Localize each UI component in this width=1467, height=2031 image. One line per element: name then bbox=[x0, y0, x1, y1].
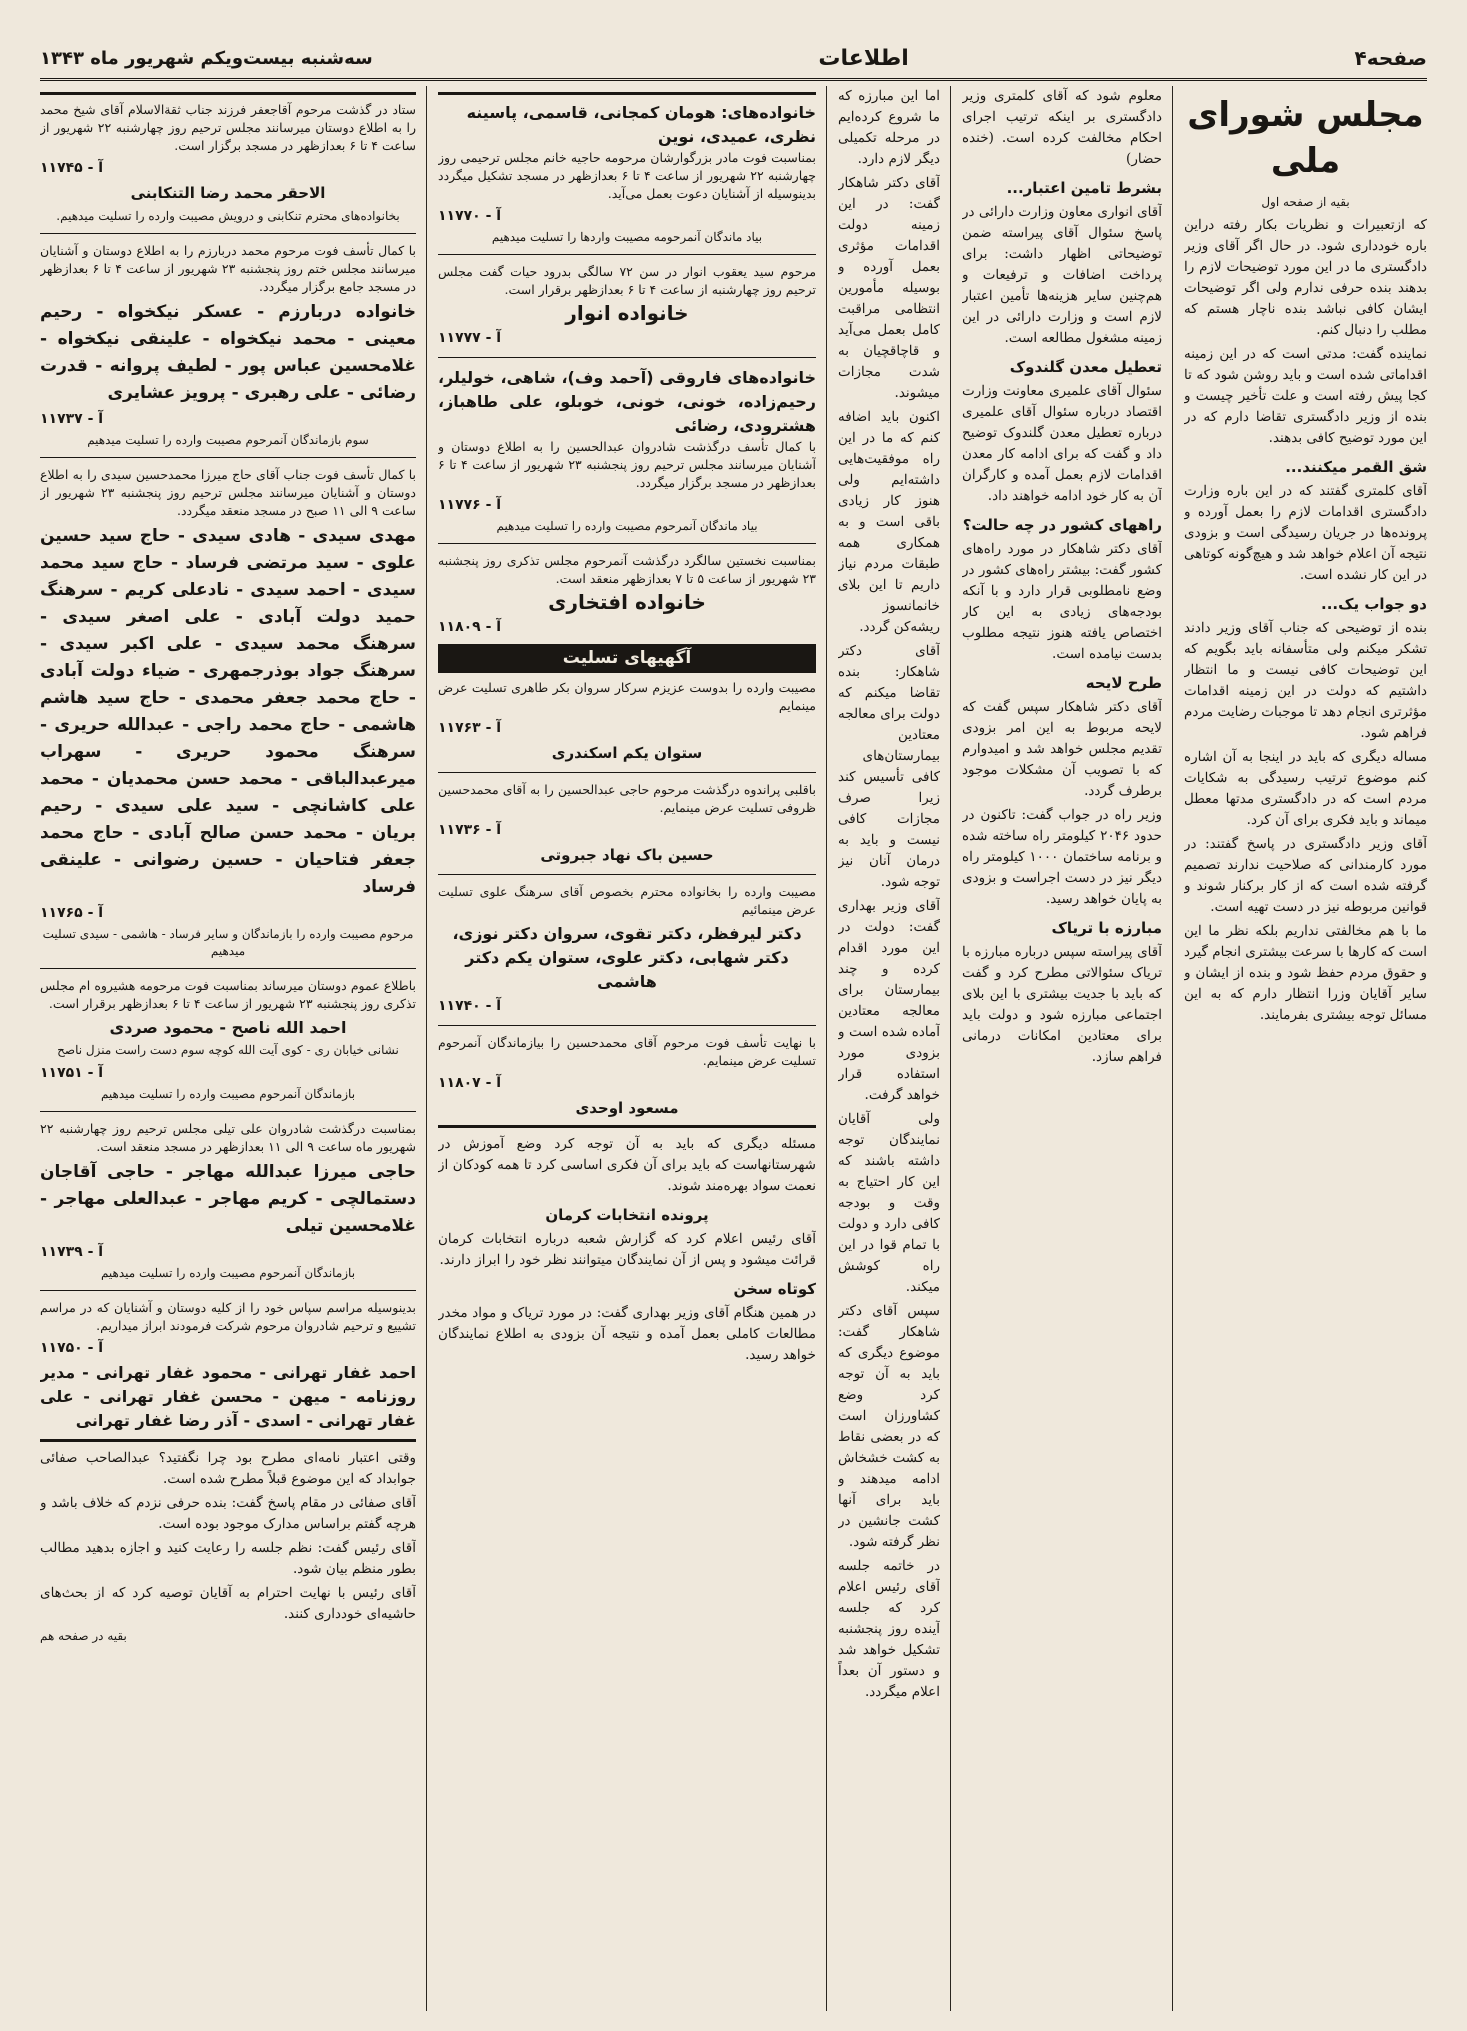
column-report-2 bbox=[962, 86, 1162, 2011]
announcement-names: حاجی میرزا عبدالله مهاجر - حاجی آقاجان دستمالچی - کریم مهاجر - عبدالعلی مهاجر - غلامحسین تیلی bbox=[40, 1162, 416, 1236]
ad-code: آ - ۱۱۸۰۷ bbox=[438, 1075, 502, 1091]
ad-code: آ - ۱۱۷۳۷ bbox=[40, 411, 104, 427]
announcement-text: بمناسبت نخستین سالگرد درگذشت آنمرحوم مجلس تذکری روز پنجشنبه ۲۳ شهریور از ساعت ۵ تا ۷ بعدازظهر منعقد است. bbox=[438, 553, 816, 586]
ad-code: آ - ۱۱۷۴۵ bbox=[40, 160, 104, 176]
condolence-signature: ستوان یکم اسکندری bbox=[551, 744, 703, 762]
column-divider bbox=[826, 86, 827, 2011]
ad-code: آ - ۱۱۷۶۵ bbox=[40, 905, 104, 921]
column-report-3 bbox=[838, 86, 940, 2011]
paragraph: مسئله دیگری که باید به آن توجه کرد وضع آموزش در شهرستانهاست که باید برای آن فکری اساسی کرد تا همه کودکان از نعمت سواد بهره‌مند شوند. bbox=[438, 1136, 816, 1194]
announcement-names: خانواده دربارزم - عسکر نیکخواه - رحیم معینی - محمد نیکخواه - علینقی نیکخواه - غلامحسین عباس پور - لطیف پروانه - قدرت رضائی - علی رهبری - پرویز عشایری bbox=[40, 302, 416, 403]
paragraph: آقای دکتر شاهکار: بنده تقاضا میکنم که دولت برای معالجه معتادین بیمارستان‌های کافی تأسیس کند زیرا صرف مجازات کافی نیست و باید به درمان آنان نیز توجه شود. bbox=[838, 643, 940, 890]
condolence-ads-banner: آگهیهای تسلیت bbox=[438, 644, 816, 673]
paragraph: آقای کلمتری گفتند که در این باره وزارت دادگستری اقدامات لازم را بعمل آورده و پرونده‌ها در جریان رسیدگی است و بزودی نتیجه آن اعلام خواهد شد و هیچ‌گونه کوتاهی در این کار نشده است. bbox=[1184, 483, 1427, 583]
column-majlis-report bbox=[1184, 86, 1427, 2011]
article-title: مجلس شورای ملی bbox=[1187, 95, 1424, 181]
page-number: صفحه۴ bbox=[1354, 46, 1427, 70]
paragraph: آقای دکتر شاهکار گفت: در این زمینه دولت اقدامات مؤثری بعمل آورده و بوسیله مأمورین انتظامی مراقبت کامل بعمل می‌آید و قاچاقچیان به شدت مجازات میشوند. bbox=[838, 175, 940, 401]
subheading: شق القمر میکنند... bbox=[1285, 458, 1427, 476]
paragraph: آقای دکتر شاهکار سپس گفت که لایحه مربوط به این امر بزودی تقدیم مجلس خواهد شد و امیدوارم که با تصویب آن مشکلات موجود برطرف گردد. bbox=[962, 699, 1162, 799]
paragraph: نماینده گفت: مدتی است که در این زمینه اقداماتی شده است و باید روشن شود که تا کجا پیش رفته است و علت تأخیر چیست و بنده از وزیر دادگستری تقاضا دارم که در این مورد توضیح کافی بدهند. bbox=[1184, 346, 1427, 446]
column-announcements-b bbox=[40, 86, 416, 2011]
paragraph: وزیر راه در جواب گفت: تاکنون در حدود ۲۰۴۶ کیلومتر راه ساخته شده و برنامه ساختمان ۱۰۰۰ کیلومتر راه دیگر نیز در دست اجراست و بزودی به پایان خواهد رسید. bbox=[962, 807, 1162, 907]
column-announcements-a bbox=[438, 86, 816, 2011]
announcement-text: باطلاع عموم دوستان میرساند بمناسبت فوت مرحومه هشیروه ام مجلس تذکری روز پنجشنبه ۲۳ شهریور از ساعت ۴ تا ۶ بعدازظهر برقرار است. bbox=[40, 978, 416, 1011]
announcement-footer: بخانواده‌های محترم تنکابنی و درویش مصیبت وارده را تسلیت میدهیم. bbox=[56, 209, 400, 223]
announcement-footer: بازماندگان آنمرحوم مصیبت وارده را تسلیت میدهیم bbox=[100, 1087, 356, 1101]
paragraph: اکنون باید اضافه کنم که ما در این راه موفقیت‌هایی داشته‌ایم ولی هنوز کار زیادی باقی است و به همکاری همه طبقات مردم نیاز داریم تا این بلای خانمانسوز ریشه‌کن گردد. bbox=[838, 409, 940, 635]
announcement-text: با کمال تأسف فوت مرحوم محمد دربارزم را به اطلاع دوستان و آشنایان میرسانند مجلس ختم روز پنجشنبه ۲۳ شهریور از ساعت ۴ تا ۶ بعدازظهر در مسجد جامع برگزار میگردد. bbox=[40, 243, 416, 294]
continued-on-note: بقیه در صفحه هم bbox=[40, 1629, 127, 1643]
announcement-heading: خانواده‌های: هومان کمجانی، قاسمی، پاسینه bbox=[466, 103, 816, 122]
condolence-text: با نهایت تأسف فوت مرحوم آقای محمدحسین را بیازماندگان آنمرحوم تسلیت عرض مینمایم. bbox=[438, 1035, 816, 1068]
announcement-signature: خانواده افتخاری bbox=[548, 590, 706, 614]
column-divider bbox=[950, 86, 951, 2011]
condolence-signatories: دکتر لیرفظر، دکتر تقوی، سروان دکتر نوزی، دکتر شهابی، دکتر علوی، ستوان یکم دکتر هاشمی bbox=[452, 924, 802, 991]
announcement-text: مرحوم سید یعقوب انوار در سن ۷۲ سالگی بدرود حیات گفت مجلس ترحیم روز چهارشنبه از ساعت ۴ تا ۶ بعدازظهر برقرار است. bbox=[438, 264, 816, 297]
paragraph: وقتی اعتبار نامه‌ای مطرح بود چرا نگفتید؟ عبدالصاحب صفائی جوابداد که این موضوع قبلاً مطرح شده است. bbox=[40, 1450, 416, 1487]
announcement-address: نشانی خیابان ری - کوی آیت الله کوچه سوم دست راست منزل ناصح bbox=[57, 1043, 399, 1057]
paragraph: آقای رئیس گفت: نظم جلسه را رعایت کنید و اجازه بدهید مطالب بطور منظم بیان شود. bbox=[40, 1540, 416, 1577]
paragraph: ما با هم مخالفتی نداریم بلکه نظر ما این است که کارها با سرعت بیشتری انجام گیرد و حقوق مردم حفظ شود و بنده از ایشان و سایر آقایان وزرا انتظار دارم که به این مسائل توجه بیشتری بفرمایند. bbox=[1184, 923, 1427, 1023]
paragraph: در خاتمه جلسه آقای رئیس اعلام کرد که جلسه آینده روز پنجشنبه تشکیل خواهد شد و دستور آن بعداً اعلام میگردد. bbox=[838, 1558, 940, 1700]
issue-date: سه‌شنبه بیست‌ویکم شهریور ماه ۱۳۴۳ bbox=[40, 47, 373, 69]
announcement-signature: الاحقر محمد رضا التنکابنی bbox=[130, 184, 326, 202]
announcement-text: بمناسبت درگذشت شادروان علی تیلی مجلس ترحیم روز چهارشنبه ۲۲ شهریور ماه ساعت ۹ الی ۱۱ بعدازظهر در مسجد منعقد است. bbox=[40, 1121, 416, 1154]
paragraph: سپس آقای دکتر شاهکار گفت: موضوع دیگری که باید به آن توجه کرد وضع کشاورزان است که در بعضی نقاط به کشت خشخاش ادامه میدهند و باید برای آنها کشت جانشین در نظر گرفته شود. bbox=[838, 1303, 940, 1550]
paragraph: در همین هنگام آقای وزیر بهداری گفت: در مورد تریاک و مواد مخدر مطالعات کاملی بعمل آمده و نتیجه آن بزودی به اطلاع نمایندگان خواهد رسید. bbox=[438, 1305, 816, 1363]
announcement-names: مهدی سیدی - هادی سیدی - حاج سید حسین علوی - سید مرتضی فرساد - حاج سید محمد سیدی - احمد سیدی - نادعلی کریم - سرهنگ حمید دولت آبادی - علی اصغر سیدی - سرهنگ محمد سیدی - علی اکبر سیدی - سرهنگ جواد بوذرجمهری - ضیاء دولت آبادی - حاج محمد جعفر محمدی - حاج سید هاشم هاشمی - حاج محمد راجی - عبدالله حریری - سرهنگ محمود حریری - سهراب میرعبدالباقی - محمد حسن محمدیان - محمد علی کاشانچی - سید علی سیدی - رحیم بریان - محمد حسن صالح آبادی - حاج محمد جعفر فتاحیان - حسین رضوانی - علینقی فرساد bbox=[40, 526, 416, 897]
subheading: تعطیل معدن گلندوک bbox=[1009, 358, 1162, 376]
announcement-text: با کمال تأسف فوت جناب آقای حاج میرزا محمدحسین سیدی را به اطلاع دوستان و آشنایان میرسانند مجلس ترحیم روز پنجشنبه ۲۳ شهریور از ساعت ۹ الی ۱۱ صبح در مسجد منعقد میگردد. bbox=[40, 467, 416, 518]
ad-code: آ - ۱۱۷۷۷ bbox=[438, 330, 502, 346]
paragraph: آقای صفائی در مقام پاسخ گفت: بنده حرفی نزدم که خلاف باشد و هرچه گفتم براساس مدارک موجود بوده است. bbox=[40, 1495, 416, 1532]
announcement-text: بدینوسیله مراسم سپاس خود را از کلیه دوستان و آشنایان که در مراسم تشییع و ترحیم شادروان مرحوم شرکت فرمودند ابراز میداریم. bbox=[40, 1300, 416, 1333]
continued-from-note: بقیه از صفحه اول bbox=[1261, 195, 1350, 209]
newspaper-name: اطلاعات bbox=[818, 45, 909, 71]
announcement-names: احمد الله ناصح - محمود صردی bbox=[109, 1018, 347, 1037]
condolence-text: باقلبی پراندوه درگذشت مرحوم حاجی عبدالحسین را به آقای محمدحسین ظروفی تسلیت عرض مینمایم. bbox=[438, 782, 816, 815]
masthead bbox=[40, 38, 1427, 81]
ad-code: آ - ۱۱۷۷۰ bbox=[438, 208, 502, 224]
condolence-signature: مسعود اوحدی bbox=[575, 1099, 679, 1117]
paragraph: اما این مبارزه که ما شروع کرده‌ایم در مرحله تکمیلی دیگر لازم دارد. bbox=[838, 88, 940, 167]
paragraph: آقای دکتر شاهکار در مورد راه‌های کشور گفت: بیشتر راه‌های کشور در وضع نامطلوبی قرار دارد و با آنکه بودجه‌های زیادی به این کار اختصاص یافته هنوز نتیجه مطلوب بدست نیامده است. bbox=[962, 541, 1162, 662]
paragraph: آقای وزیر دادگستری در پاسخ گفتند: در مورد کارمندانی که صلاحیت ندارند تصمیم گرفته شده است که از کار برکنار شوند و قوانین مربوطه نیز در دست تهیه است. bbox=[1184, 836, 1427, 915]
announcement-names: نظری، عمیدی، نوین bbox=[657, 127, 816, 146]
announcement-footer: بیاد ماندگان آنمرحومه مصیبت واردها را تسلیت میدهیم bbox=[491, 230, 763, 244]
ad-code: آ - ۱۱۸۰۹ bbox=[438, 619, 502, 635]
subheading: پرونده انتخابات کرمان bbox=[545, 1206, 709, 1224]
condolence-text: مصیبت وارده را بخانواده محترم بخصوص آقای سرهنگ علوی تسلیت عرض مینمائیم bbox=[438, 884, 816, 917]
condolence-signature: حسین باک نهاد جبروتی bbox=[540, 846, 714, 864]
paragraph: آقای انواری معاون وزارت دارائی در پاسخ سئوال آقای پیراسته ضمن توضیحاتی اظهار داشت: برای پرداخت اضافات و ترفیعات و هم‌چنین سایر هزینه‌ها تأمین اعتبار لازم است و وزارت دارائی در این زمینه مشغول مطالعه است. bbox=[962, 204, 1162, 346]
ad-code: آ - ۱۱۷۶۳ bbox=[438, 720, 502, 736]
paragraph: بنده از توضیحی که جناب آقای وزیر دادند تشکر میکنم ولی متأسفانه باید بگویم که این توضیحات کافی نیست و ما انتظار داشتیم که دولت در این زمینه اقدامات مؤثرتری انجام دهد تا موجبات رضایت مردم فراهم شود. bbox=[1184, 620, 1427, 741]
paragraph: معلوم شود که آقای کلمتری وزیر دادگستری بر اینکه ترتیب اجرای احکام مخالفت کرده است. (خنده حضار) bbox=[962, 88, 1162, 167]
subheading: مبارزه با تریاک bbox=[1051, 919, 1162, 937]
ad-code: آ - ۱۱۷۵۰ bbox=[40, 1340, 104, 1356]
subheading: کوتاه سخن bbox=[733, 1280, 816, 1298]
paragraph: آقای وزیر بهداری گفت: دولت در این مورد اقدام کرده و چند بیمارستان برای معالجه معتادین آماده شده است و بزودی مورد استفاده قرار خواهد گرفت. bbox=[838, 898, 940, 1103]
subheading: بشرط تامین اعتبار... bbox=[1006, 179, 1162, 197]
ad-code: آ - ۱۱۷۴۰ bbox=[438, 998, 502, 1014]
column-divider bbox=[426, 86, 427, 2011]
ad-code: آ - ۱۱۷۷۶ bbox=[438, 497, 502, 513]
ad-code: آ - ۱۱۷۵۱ bbox=[40, 1065, 104, 1081]
ad-code: آ - ۱۱۷۳۹ bbox=[40, 1244, 104, 1260]
subheading: طرح لایحه bbox=[1085, 674, 1162, 692]
announcement-text: ستاد در گذشت مرحوم آقاجعفر فرزند جناب ثقةالاسلام آقای شیخ محمد را به اطلاع دوستان میرسانند مجلس ترحیم روز چهارشنبه ۲۲ شهریور از ساعت ۴ تا ۶ بعدازظهر در مسجد برگزار است. bbox=[40, 102, 416, 153]
paragraph: آقای رئیس با نهایت احترام به آقایان توصیه کرد که از بحث‌های حاشیه‌ای خودداری کنند. bbox=[40, 1585, 416, 1622]
paragraph: آقای رئیس اعلام کرد که گزارش شعبه درباره انتخابات کرمان قرائت میشود و پس از آن نمایندگان میتوانند نظر خود را ابراز دارند. bbox=[438, 1231, 816, 1268]
subheading: راههای کشور در چه حالت؟ bbox=[962, 516, 1162, 534]
announcement-footer: بازماندگان آنمرحوم مصیبت وارده را تسلیت میدهیم bbox=[100, 1266, 356, 1280]
paragraph: آقای پیراسته سپس درباره مبارزه با تریاک سئوالاتی مطرح کرد و گفت که باید با جدیت بیشتری با این بلای اجتماعی مبارزه شود و دولت باید برای معتادین امکانات درمانی فراهم سازد. bbox=[962, 944, 1162, 1065]
announcement-text: با کمال تأسف درگذشت شادروان عبدالحسین را به اطلاع دوستان و آشنایان میرسانند مجلس ترحیم روز پنجشنبه ۲۳ شهریور از ساعت ۴ تا ۶ بعدازظهر در مسجد برگزار میگردد. bbox=[438, 439, 816, 490]
ad-code: آ - ۱۱۷۳۶ bbox=[438, 822, 502, 838]
announcement-footer: بیاد ماندگان آنمرحوم مصیبت وارده را تسلیت میدهیم bbox=[496, 519, 758, 533]
announcement-signature: خانواده انوار bbox=[565, 301, 689, 325]
subheading: دو جواب یک... bbox=[1321, 595, 1427, 613]
column-divider bbox=[1172, 86, 1173, 2011]
paragraph: ولی آقایان نمایندگان توجه داشته باشند که این کار احتیاج به وقت و بودجه کافی دارد و دولت با تمام قوا در این راه کوشش میکند. bbox=[838, 1111, 940, 1295]
announcement-footer: سوم بازماندگان آنمرحوم مصیبت وارده را تسلیت میدهیم bbox=[87, 433, 369, 447]
paragraph: مساله دیگری که باید در اینجا به آن اشاره کنم موضوع ترتیب رسیدگی به شکایات مردم است که در دادگستری مدتها معطل میماند و باید فکری برای آن کرد. bbox=[1184, 749, 1427, 828]
announcement-footer: مرحوم مصیبت وارده را بازماندگان و سایر فرساد - هاشمی - سیدی تسلیت میدهیم bbox=[42, 927, 414, 958]
paragraph: سئوال آقای علمیری معاونت وزارت اقتصاد درباره سئوال آقای علمیری درباره تعطیل معدن گلندوک توضیح داد و گفت که برای ادامه کار معدن اقدامات لازم بعمل آمده و کارگران آن به کار خود ادامه خواهند داد. bbox=[962, 383, 1162, 504]
announcement-text: بمناسبت فوت مادر بزرگوارشان مرحومه حاجیه خانم مجلس ترحیمی روز چهارشنبه ۲۲ شهریور از ساعت ۴ تا ۶ بعدازظهر در مسجد تشکیل میگردد بدینوسیله از آشنایان دعوت بعمل می‌آید. bbox=[438, 150, 816, 201]
condolence-text: مصیبت وارده را بدوست عزیزم سرکار سروان بکر طاهری تسلیت عرض مینمایم bbox=[438, 680, 816, 713]
announcement-heading: خانواده‌های فاروقی (آحمد وف)، شاهی، خولیلر، رحیم‌زاده، خونی، خونی، خوبلو، علی طاهباز، هشترودی، رضائی bbox=[438, 368, 816, 435]
announcement-names: احمد غفار تهرانی - محمود غفار تهرانی - مدیر روزنامه - میهن - محسن غفار تهرانی - علی غفار تهرانی - اسدی - آذر رضا غفار تهرانی bbox=[40, 1363, 416, 1430]
paragraph: که ازتعبیرات و نظریات بکار رفته دراین باره خودداری شود. در حال اگر آقای وزیر دادگستری ما در این مورد توضیحات لازم را بدهند بنده حرفی ندارم ولی اگر توضیحات ایشان کافی نباشد بنده ناچار هستم که مطلب را دنبال کنم. bbox=[1184, 217, 1427, 338]
